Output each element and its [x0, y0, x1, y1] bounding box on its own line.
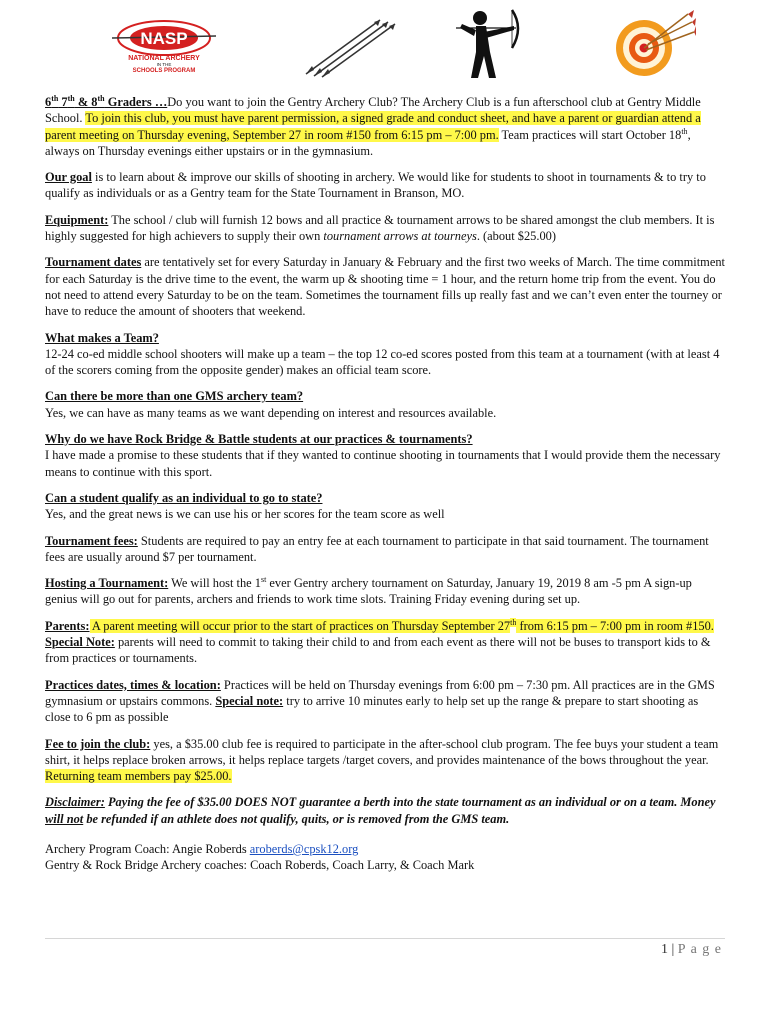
page-number: 1 | P a g e: [660, 942, 722, 957]
more-teams-paragraph: Can there be more than one GMS archery team? Yes, we can have as many teams as we want depending on interest and resources available.: [45, 389, 497, 420]
team-paragraph: What makes a Team? 12-24 co-ed middle school shooters will make up a team – the top 12 co-ed scores posted from this team at a tournament (with at least 4 of the scorers coming from the opposite gender) makes an official team score.: [45, 330, 720, 378]
practices-note-label: Special note:: [215, 693, 284, 708]
nasp-logo: [112, 18, 216, 74]
dates-paragraph: Tournament dates are tentatively set for every Saturday in January & February and the first two weeks of March. The time commitment for each Saturday is the drive time to the event, the warm up & shooting time = 1 hour, and the return home trip from the event. You do not need to attend every Saturday to be on the team. Sometimes the tournament fills up really fast and we can’t even enter the tourney or have to reduce the amount of shooters that weekend.: [45, 255, 725, 319]
hosting-label: Hosting a Tournament:: [45, 576, 169, 591]
dates-label: Tournament dates: [45, 255, 142, 270]
contacts-line-1: Archery Program Coach: Angie Roberds aroberds@cpsk12.org: [45, 841, 359, 856]
fees-paragraph: Tournament fees: Students are required to pay an entry fee at each tournament to participate in that said tournament. The tournament fees are usually around $7 per tournament.: [45, 533, 709, 564]
individual-paragraph: Can a student qualify as an individual to go to state? Yes, and the great news is we can use his or her scores for the team score as well: [45, 490, 445, 522]
svg-text:NATIONAL ARCHERY: NATIONAL ARCHERY: [128, 55, 200, 62]
highlight-returning: Returning team members pay $25.00.: [45, 769, 232, 784]
disclaimer-label: Disclaimer:: [45, 795, 105, 810]
goal-paragraph: Our goal is to learn about & improve our skills of shooting in archery. We would like for students to shoot in tournaments & to try to qualify as individuals or as a Gentry team for the State Tournament in Branson, MO.: [45, 170, 706, 201]
equipment-label: Equipment:: [45, 212, 109, 227]
parents-note-label: Special Note:: [45, 635, 115, 650]
footer-divider: [45, 938, 725, 939]
team-label: What makes a Team?: [45, 330, 159, 345]
club-fee-label: Fee to join the club:: [45, 736, 151, 751]
more-teams-label: Can there be more than one GMS archery team?: [45, 389, 304, 404]
highlight-meeting: To join this club, you must have parent permission, a signed grade and conduct sheet, and have a parent or guardian attend a parent meeting on Thursday evening, September 27 in room #150 from 6:15 pm – 7:00 pm.: [45, 111, 701, 142]
club-fee-paragraph: Fee to join the club: yes, a $35.00 club fee is required to participate in the after-school club program. The fee buys your student a team shirt, it helps replace broken arrows, it helps replace targets /target covers, and provides maintenance of the bows throughout the year. Returning team members pay $25.00.: [45, 736, 719, 784]
intro-paragraph: 6th 7th & 8th Graders …Do you want to join the Gentry Archery Club? The Archery Club is a fun afterschool club at Gentry Middle School. To join this club, you must have parent permission, a signed grade and conduct sheet, and have a parent or guardian attend a parent meeting on Thursday evening, September 27 in room #150 from 6:15 pm – 7:00 pm. Team practices will start October 18th, always on Thursday evenings either upstairs or in the gymnasium.: [45, 93, 701, 158]
document-body: [45, 94, 725, 874]
logo-text: NASP: [140, 29, 188, 48]
parents-label: Parents:: [45, 618, 90, 633]
disclaimer-paragraph: Disclaimer: Paying the fee of $35.00 DOES NOT guarantee a berth into the state tournament as an individual or on a team. Money will not be refunded if an athlete does not qualify, quits, or is removed from the GMS team.: [45, 795, 716, 826]
hosting-paragraph: Hosting a Tournament: We will host the 1st ever Gentry archery tournament on Saturday, January 19, 2019 8 am -5 pm A sign-up genius will go out for parents, archers and friends to work time slots. Training Friday evening during set up.: [45, 575, 692, 607]
practices-label: Practices dates, times & location:: [45, 677, 221, 692]
archer-icon: [456, 8, 524, 80]
rock-bridge-label: Why do we have Rock Bridge & Battle students at our practices & tournaments?: [45, 432, 473, 447]
email-link[interactable]: aroberds@cpsk12.org: [249, 841, 359, 856]
individual-label: Can a student qualify as an individual to go to state?: [45, 490, 323, 505]
contacts-line-2: Gentry & Rock Bridge Archery coaches: Coach Roberds, Coach Larry, & Coach Mark: [45, 858, 475, 873]
arrows-icon: [300, 14, 398, 78]
parents-paragraph: Parents: A parent meeting will occur prior to the start of practices on Thursday September 27th from 6:15 pm – 7:00 pm in room #150. Special Note: parents will need to commit to taking their child to and from each event as there will not be buses to transport kids to & from practices or tournaments.: [45, 617, 714, 666]
equipment-paragraph: Equipment: The school / club will furnish 12 bows and all practice & tournament arrows to be shared amongst the club members. It is highly suggested for high achievers to supply their own tournament arrows at tourneys. (about $25.00): [45, 212, 715, 244]
fees-label: Tournament fees:: [45, 533, 138, 548]
svg-text:IN THE: IN THE: [156, 62, 172, 67]
target-icon: [608, 8, 696, 78]
practices-paragraph: Practices dates, times & location: Practices will be held on Thursday evenings from 6:00 pm – 7:30 pm. All practices are in the GMS gymnasium or upstairs commons. Special note: try to arrive 10 minutes early to help set up the range & prepare to start shooting as close to 6 pm as possible: [45, 677, 715, 725]
svg-text:SCHOOLS PROGRAM: SCHOOLS PROGRAM: [132, 68, 196, 74]
rock-bridge-paragraph: Why do we have Rock Bridge & Battle students at our practices & tournaments? I have made a promise to these students that if they wanted to continue shooting in tournaments that I would provide them the necessary means to continue with this sport.: [45, 432, 721, 479]
goal-label: Our goal: [45, 170, 92, 185]
